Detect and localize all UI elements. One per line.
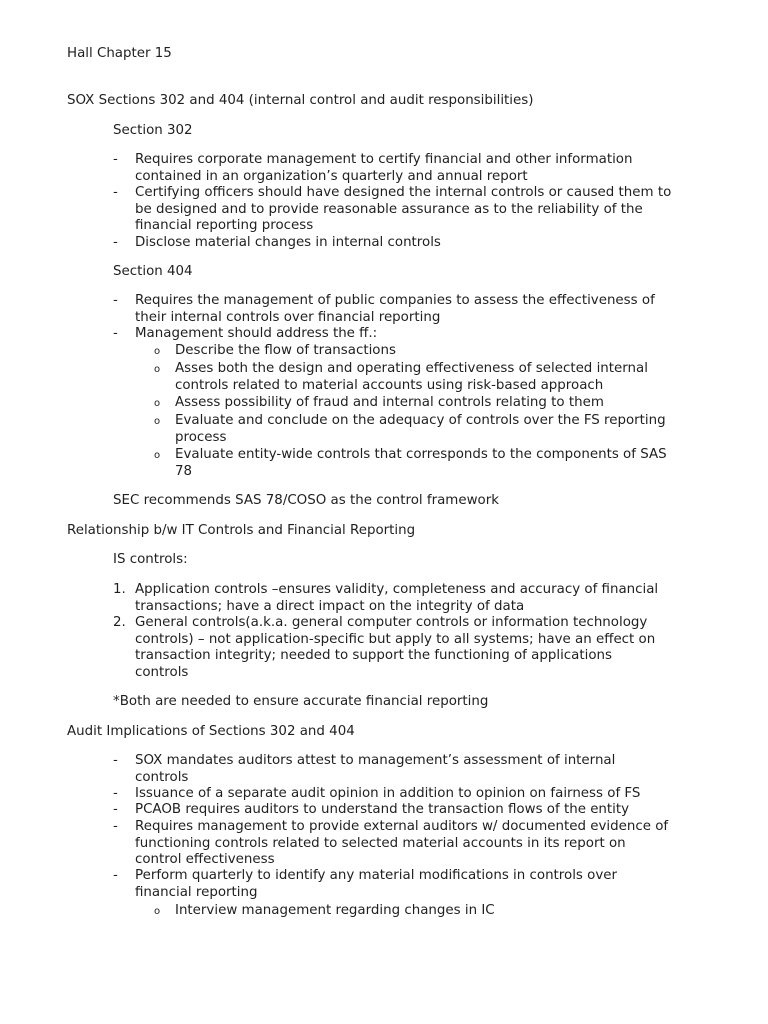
note: *Both are needed to ensure accurate financial reporting	[113, 694, 489, 709]
bullet-marker: -	[113, 802, 118, 817]
numbered-item-text: controls	[135, 664, 189, 680]
sub-bullet-marker: o	[154, 346, 161, 357]
numbered-item-text: transactions; have a direct impact on the integrity of data	[135, 598, 525, 614]
bullet-text: Disclose material changes in internal controls	[135, 235, 441, 250]
bullet-marker: -	[113, 185, 118, 200]
subsection-label: Section 404	[113, 264, 193, 279]
list-number: 1.	[113, 582, 126, 597]
numbered-item-text: transaction integrity; needed to support the functioning of applications	[135, 648, 612, 664]
bullet-text: Certifying officers should have designed the internal controls or caused them to	[135, 185, 672, 200]
bullet-marker: -	[113, 753, 118, 768]
subsection-label: Section 302	[113, 123, 193, 138]
bullet-text: Perform quarterly to identify any material modifications in controls over	[135, 868, 618, 883]
bullet-text: Requires management to provide external auditors w/ documented evidence of	[135, 819, 669, 834]
page-title: Hall Chapter 15	[67, 46, 172, 61]
sub-bullet-marker: o	[154, 906, 161, 917]
section-heading: SOX Sections 302 and 404 (internal control and audit responsibilities)	[67, 93, 534, 108]
bullet-text: control effectiveness	[135, 852, 275, 868]
sub-bullet-text: Interview management regarding changes in IC	[175, 903, 495, 918]
subsection-label: IS controls:	[113, 552, 188, 567]
bullet-text: be designed and to provide reasonable assurance as to the reliability of the	[135, 201, 643, 217]
bullet-marker: -	[113, 786, 118, 801]
bullet-marker: -	[113, 235, 118, 250]
section-heading: Audit Implications of Sections 302 and 404	[67, 724, 355, 739]
bullet-text: controls	[135, 769, 189, 785]
sub-bullet-marker: o	[154, 398, 161, 409]
bullet-text: SOX mandates auditors attest to management’s assessment of internal	[135, 753, 616, 768]
bullet-marker: -	[113, 819, 118, 834]
bullet-text: contained in an organization’s quarterly and annual report	[135, 168, 528, 184]
note: SEC recommends SAS 78/COSO as the control framework	[113, 493, 499, 508]
bullet-marker: -	[113, 152, 118, 167]
bullet-text: Issuance of a separate audit opinion in addition to opinion on fairness of FS	[135, 786, 641, 801]
section-heading: Relationship b/w IT Controls and Financial Reporting	[67, 523, 416, 538]
sub-bullet-text: Describe the flow of transactions	[175, 343, 396, 358]
bullet-text: functioning controls related to selected material accounts in its report on	[135, 835, 626, 851]
sub-bullet-text: Assess possibility of fraud and internal controls relating to them	[175, 395, 604, 410]
bullet-marker: -	[113, 868, 118, 883]
bullet-text: their internal controls over financial reporting	[135, 309, 441, 325]
bullet-text: Requires the management of public companies to assess the effectiveness of	[135, 293, 655, 308]
numbered-item-text: controls) – not application-specific but apply to all systems; have an effect on	[135, 631, 656, 647]
sub-bullet-marker: o	[154, 364, 161, 375]
sub-bullet-text: 78	[175, 463, 193, 479]
bullet-text: PCAOB requires auditors to understand the transaction flows of the entity	[135, 802, 630, 817]
bullet-marker: -	[113, 293, 118, 308]
numbered-item-text: Application controls –ensures validity, completeness and accuracy of financial	[135, 582, 659, 597]
bullet-text: Management should address the ff.:	[135, 326, 378, 341]
sub-bullet-text: process	[175, 429, 227, 445]
bullet-text: financial reporting process	[135, 218, 314, 234]
sub-bullet-marker: o	[154, 416, 161, 427]
list-number: 2.	[113, 615, 126, 630]
numbered-item-text: General controls(a.k.a. general computer controls or information technology	[135, 615, 648, 630]
bullet-text: Requires corporate management to certify financial and other information	[135, 152, 633, 167]
sub-bullet-text: Asses both the design and operating effectiveness of selected internal	[175, 361, 648, 376]
sub-bullet-marker: o	[154, 450, 161, 461]
sub-bullet-text: Evaluate entity-wide controls that corresponds to the components of SAS	[175, 447, 667, 462]
bullet-text: financial reporting	[135, 884, 258, 900]
sub-bullet-text: Evaluate and conclude on the adequacy of controls over the FS reporting	[175, 413, 666, 428]
sub-bullet-text: controls related to material accounts using risk-based approach	[175, 377, 604, 393]
bullet-marker: -	[113, 326, 118, 341]
